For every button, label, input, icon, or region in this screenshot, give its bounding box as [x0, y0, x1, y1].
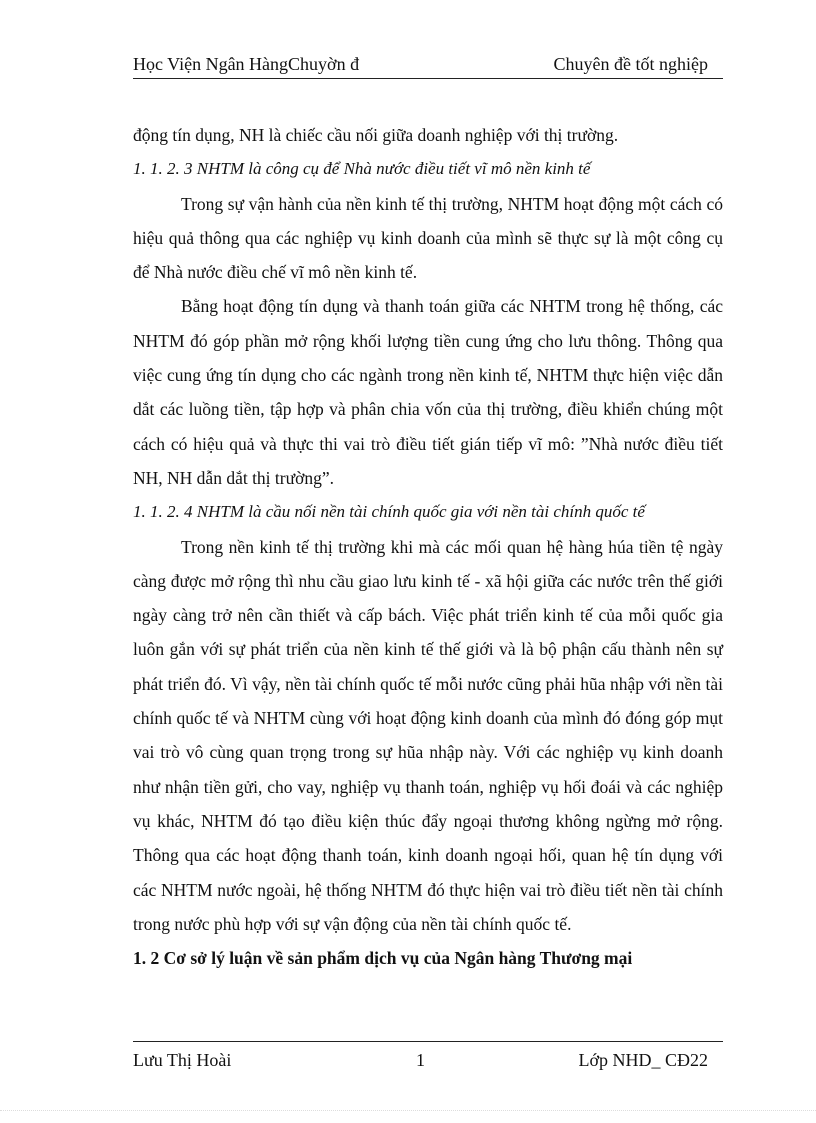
page-footer	[133, 1041, 723, 1072]
section-heading-1-1-2-4: 1. 1. 2. 4 NHTM là cầu nối nền tài chính quốc gia với nền tài chính quốc tế	[133, 502, 645, 522]
footer-class: Lớp NHD_ CĐ22	[578, 1050, 708, 1070]
page-header	[133, 52, 723, 79]
header-document-type: Chuyên đề tốt nghiệp	[553, 54, 708, 74]
paragraph-continuation: động tín dụng, NH là chiếc cầu nối giữa doanh nghiệp với thị trường.	[133, 125, 619, 145]
section-heading-1-2: 1. 2 Cơ sở lý luận về sản phẩm dịch vụ của Ngân hàng Thương mại	[133, 948, 633, 969]
footer-author: Lưu Thị Hoài	[133, 1050, 232, 1070]
header-institution: Học Viện Ngân HàngChuyờn đ	[133, 54, 360, 74]
paragraph: Trong sự vận hành của nền kinh tế thị trường, NHTM hoạt động một cách có hiệu quả thông qua các nghiệp vụ kinh doanh của mình sẽ thực sự là một công cụ để Nhà nước điều chế vĩ mô nền kinh tế.	[133, 193, 723, 283]
page-bottom-edge	[0, 1110, 816, 1111]
paragraph: Trong nền kinh tế thị trường khi mà các mối quan hệ hàng húa tiền tệ ngày càng được mở rộng thì nhu cầu giao lưu kinh tế - xã hội giữa các nước trên thế giới ngày càng trở nên cần thiết và cấp bách. Việc phát triển kinh tế của mỗi quốc gia luôn gắn với sự phát triển của nền kinh tế thế giới và là bộ phận cấu thành nên sự phát triển đó. Vì vậy, nền tài chính quốc tế mỗi nước cũng phải hũa nhập với nền tài chính quốc tế và NHTM cùng với hoạt động kinh doanh của mình đó đóng góp mụt vai trò vô cùng quan trọng trong sự hũa nhập này. Với các nghiệp vụ kinh doanh như nhận tiền gửi, cho vay, nghiệp vụ thanh toán, nghiệp vụ hối đoái và các nghiệp vụ khác, NHTM đó tạo điều kiện thúc đẩy ngoại thương không ngừng mở rộng. Thông qua các hoạt động thanh toán, kinh doanh ngoại hối, quan hệ tín dụng với các NHTM nước ngoài, hệ thống NHTM đó thực hiện vai trò điều tiết nền tài chính trong nước phù hợp với sự vận động của nền tài chính quốc tế.	[133, 536, 723, 934]
page-number: 1	[416, 1050, 425, 1070]
section-heading-1-1-2-3: 1. 1. 2. 3 NHTM là công cụ để Nhà nước điều tiết vĩ mô nền kinh tế	[133, 159, 591, 179]
paragraph: Bằng hoạt động tín dụng và thanh toán giữa các NHTM trong hệ thống, các NHTM đó góp phần mở rộng khối lượng tiền cung ứng cho lưu thông. Thông qua việc cung ứng tín dụng cho các ngành trong nền kinh tế, NHTM thực hiện việc dẫn dắt các luồng tiền, tập hợp và phân chia vốn của thị trường, điều khiển chúng một cách có hiệu quả và thực thi vai trò điều tiết gián tiếp vĩ mô: ”Nhà nước điều tiết NH, NH dẫn dắt thị trường”.	[133, 296, 723, 488]
page-body	[133, 118, 723, 975]
